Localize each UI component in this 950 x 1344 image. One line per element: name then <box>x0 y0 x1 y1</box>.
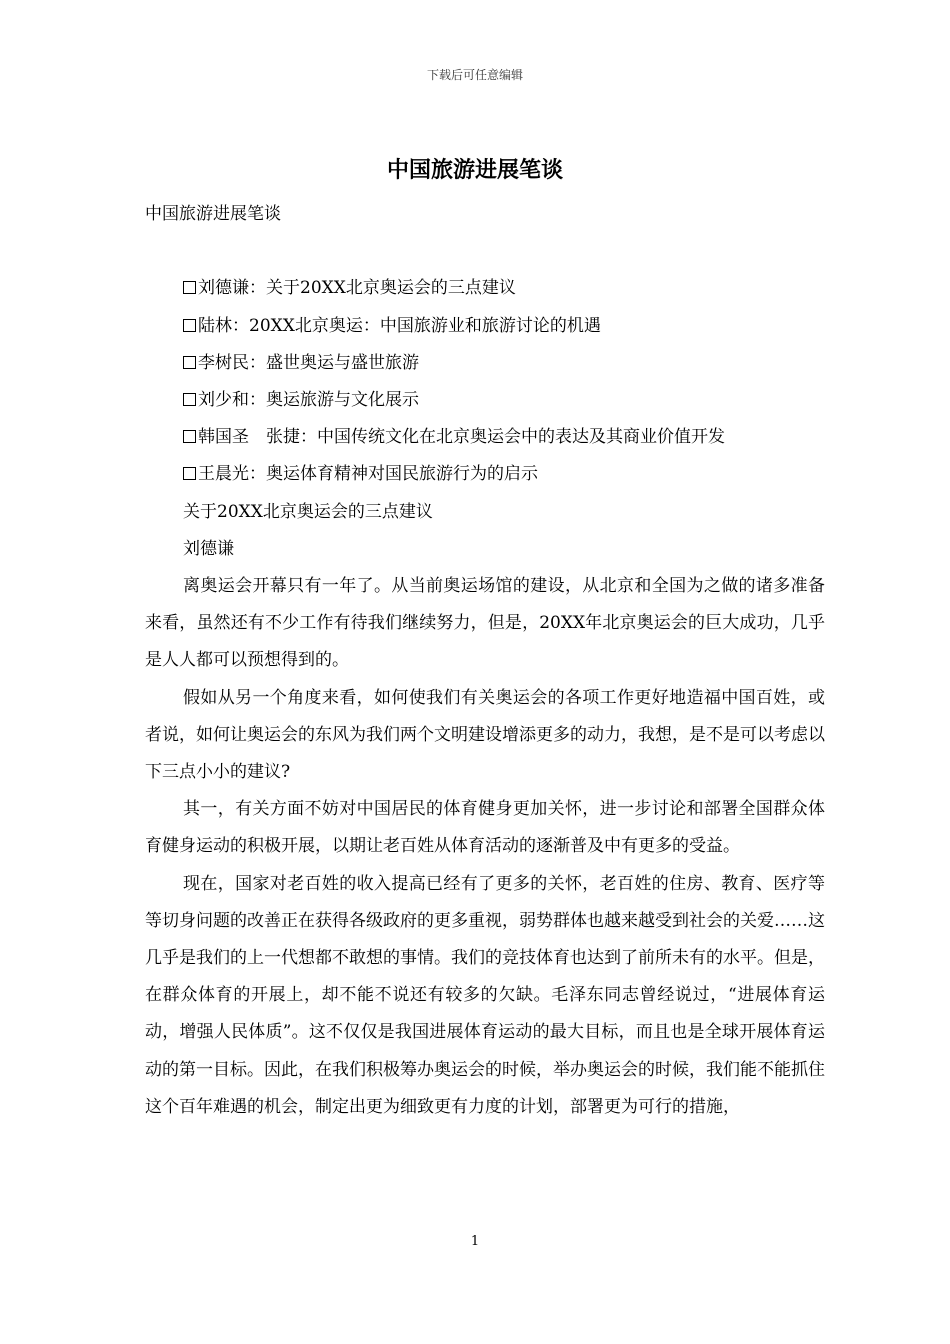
document-subtitle: 中国旅游进展笔谈 <box>145 204 281 224</box>
toc-item-text: 王晨光：奥运体育精神对国民旅游行为的启示 <box>198 464 538 485</box>
checkbox-icon <box>183 281 196 294</box>
checkbox-icon <box>183 356 196 369</box>
document-title: 中国旅游进展笔谈 <box>386 157 563 183</box>
table-of-contents <box>145 270 825 493</box>
checkbox-icon <box>183 430 196 443</box>
toc-item <box>145 419 825 456</box>
body-paragraph: 假如从另一个角度来看，如何使我们有关奥运会的各项工作更好地造福中国百姓，或者说，如何让奥运会的东风为我们两个文明建设增添更多的动力，我想，是不是可以考虑以下三点小小的建议? <box>145 687 825 783</box>
toc-item-text: 刘德谦：关于20XX北京奥运会的三点建议 <box>198 278 516 299</box>
toc-item-text: 李树民：盛世奥运与盛世旅游 <box>198 352 419 373</box>
toc-item <box>145 308 825 345</box>
toc-item <box>145 270 825 307</box>
toc-item <box>145 345 825 382</box>
body-paragraph: 其一，有关方面不妨对中国居民的体育健身更加关怀，进一步讨论和部署全国群众体育健身运动的积极开展，以期让老百姓从体育活动的逐渐普及中有更多的受益。 <box>145 799 825 857</box>
header-note: 下载后可任意编辑 <box>426 68 523 82</box>
body-paragraph: 现在，国家对老百姓的收入提高已经有了更多的关怀，老百姓的住房、教育、医疗等等切身问题的改善正在获得各级政府的更多重视，弱势群体也越来越受到社会的关爱……这几乎是我们的上一代想都不敢想的事情。我们的竞技体育也达到了前所未有的水平。但是，在群众体育的开展上，却不能不说还有较多的欠缺。毛泽东同志曾经说过，“进展体育运动，增强人民体质”。这不仅仅是我国进展体育运动的最大目标，而且也是全球开展体育运动的第一目标。因此，在我们积极筹办奥运会的时候，举办奥运会的时候，我们能不能抓住这个百年难遇的机会，制定出更为细致更有力度的计划，部署更为可行的措施， <box>145 873 825 1117</box>
document-body <box>145 196 825 1126</box>
checkbox-icon <box>183 319 196 332</box>
toc-item <box>145 456 825 493</box>
toc-item-text: 韩国圣 张捷：中国传统文化在北京奥运会中的表达及其商业价值开发 <box>198 427 725 448</box>
article-author: 刘德谦 <box>183 538 234 559</box>
blank-line <box>145 233 825 270</box>
body-paragraph: 离奥运会开幕只有一年了。从当前奥运场馆的建设，从北京和全国为之做的诸多准备来看，虽然还有不少工作有待我们继续努力，但是，20XX年北京奥运会的巨大成功，几乎是人人都可以预想得到的。 <box>145 576 825 671</box>
checkbox-icon <box>183 393 196 406</box>
toc-item <box>145 382 825 419</box>
toc-item-text: 陆林：20XX北京奥运：中国旅游业和旅游讨论的机遇 <box>198 315 601 336</box>
toc-item-text: 刘少和：奥运旅游与文化展示 <box>198 390 419 410</box>
article-title: 关于20XX北京奥运会的三点建议 <box>183 501 433 522</box>
page-number: 1 <box>470 1234 480 1249</box>
checkbox-icon <box>183 467 196 480</box>
